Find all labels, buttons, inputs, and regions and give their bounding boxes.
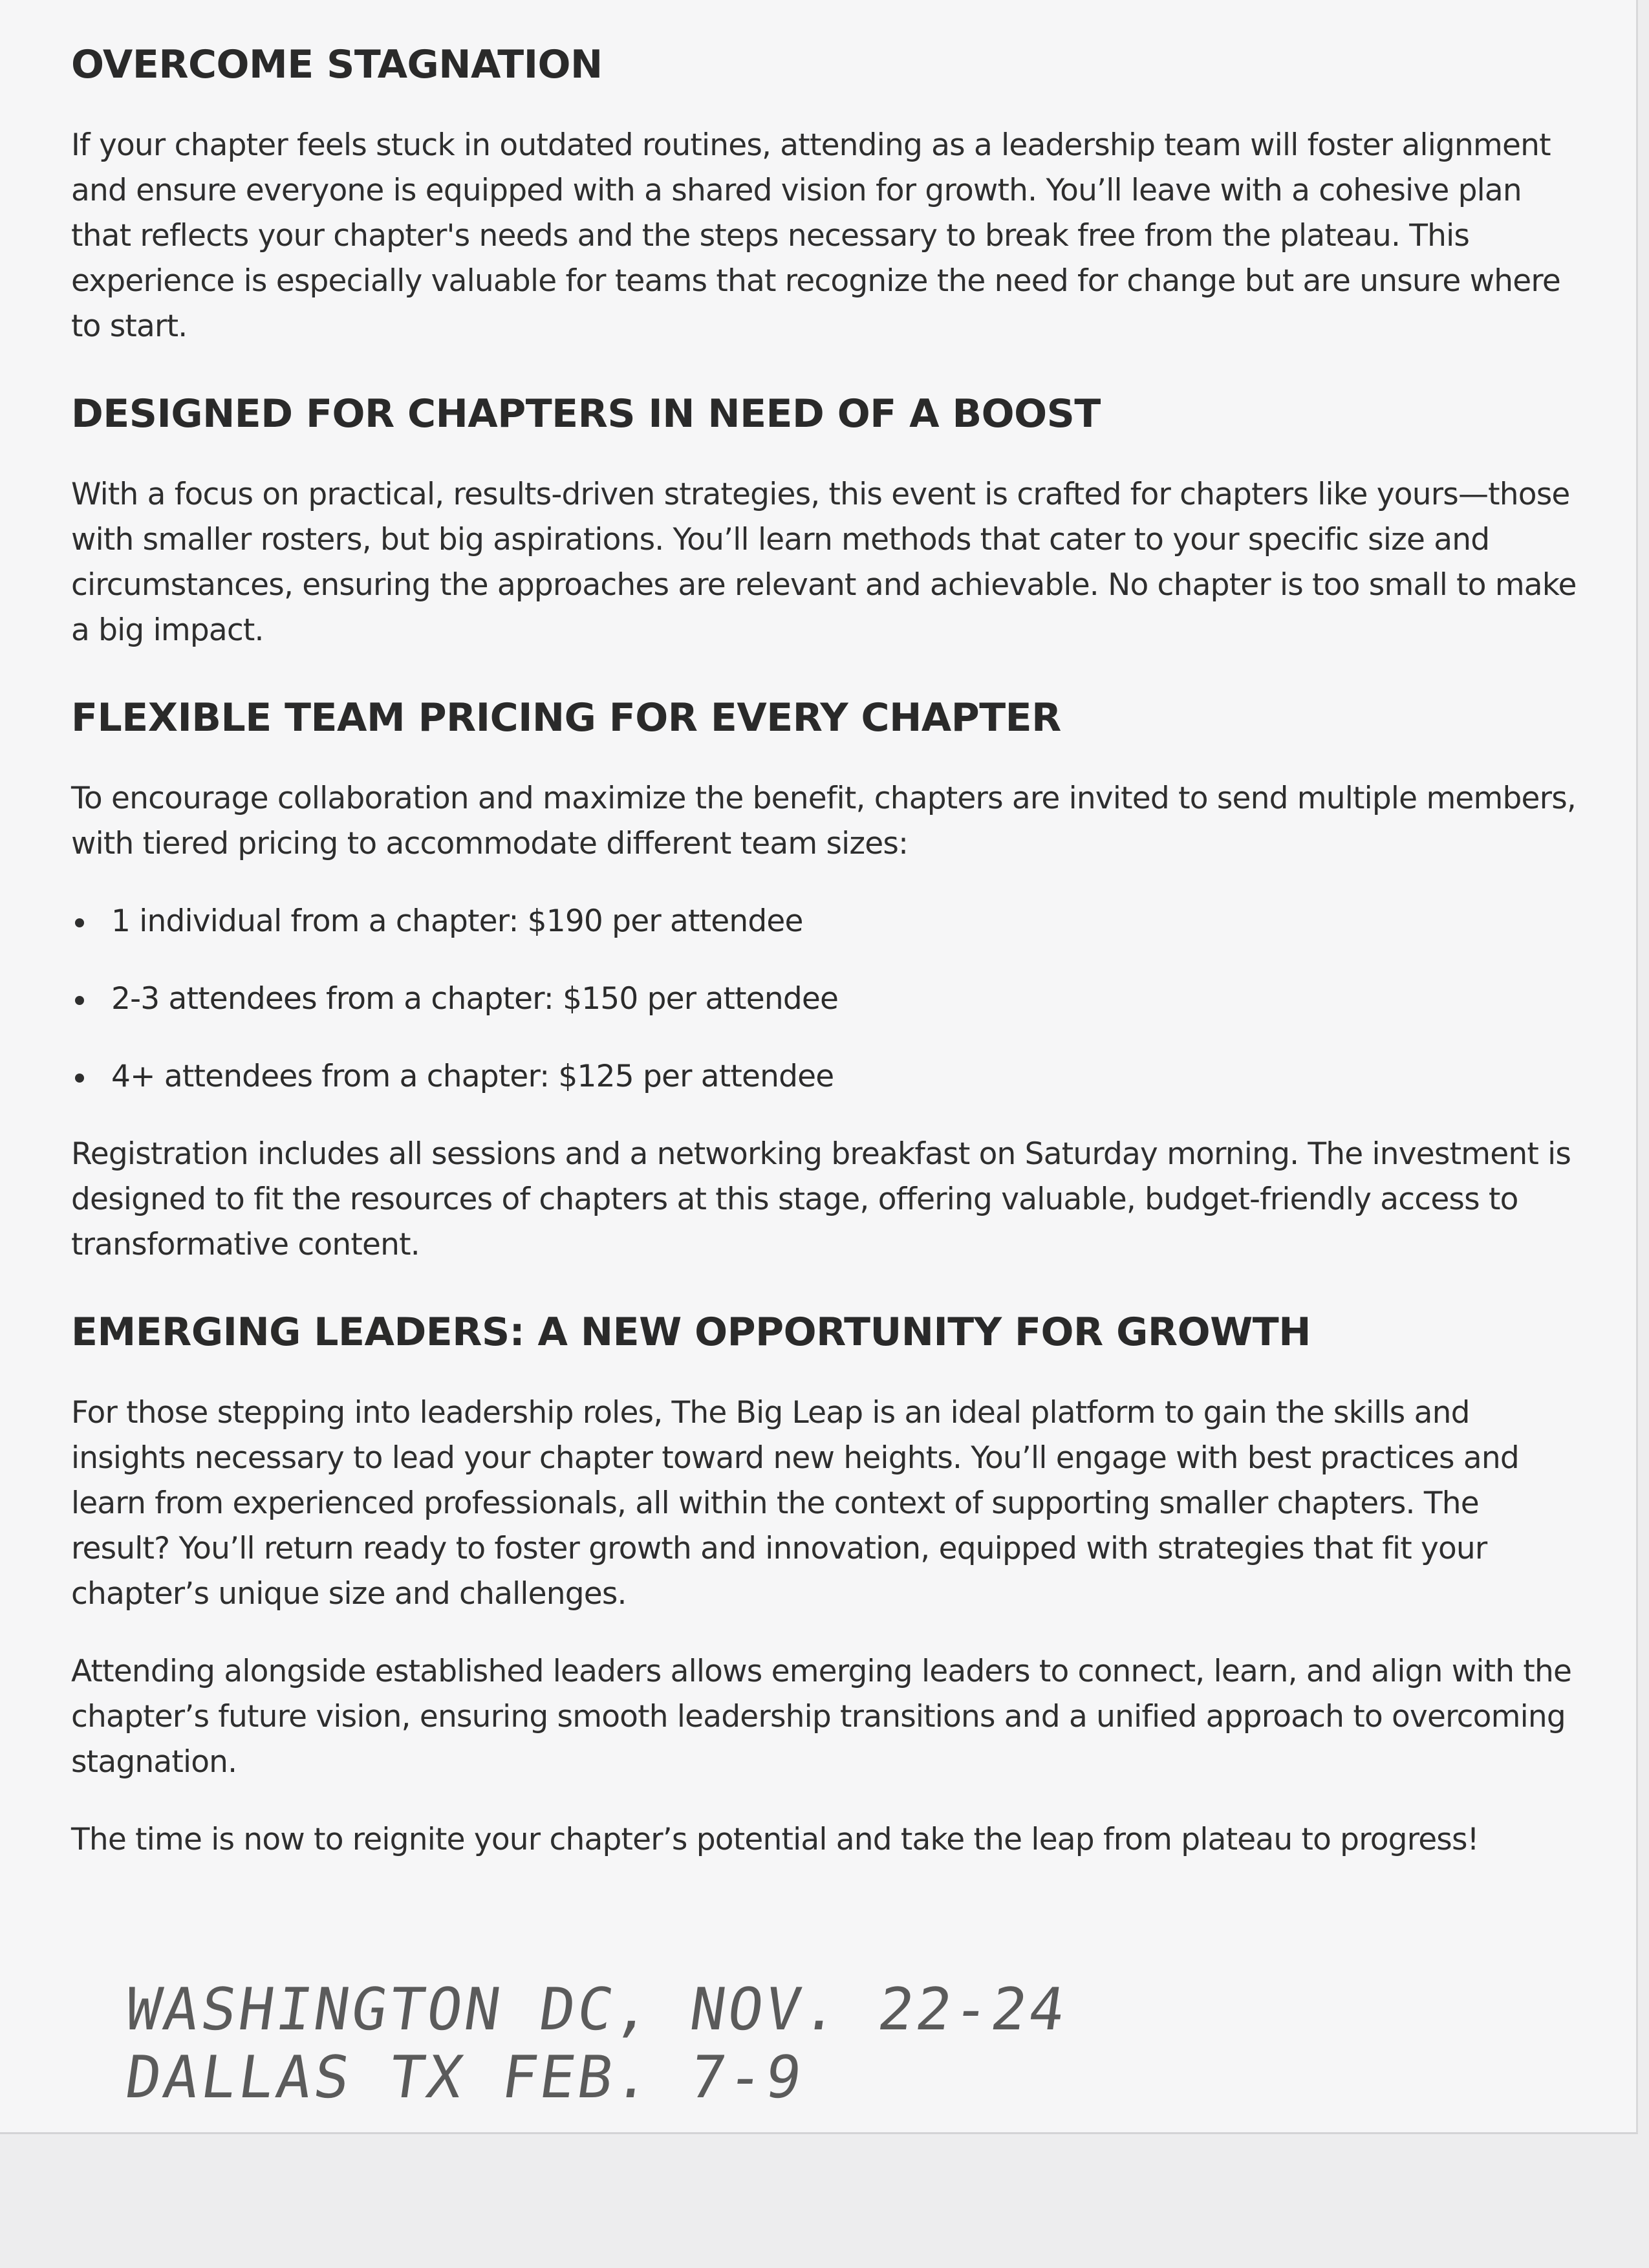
pricing-intro: To encourage collaboration and maximize the benefit, chapters are invited to send multiple members, with tiered pricing to accommodate different team sizes:: [71, 781, 1577, 861]
pricing-item: [71, 899, 1584, 944]
pricing-item-text: 2-3 attendees from a chapter: $150 per attendee: [111, 981, 839, 1017]
section-overcome-stagnation: [71, 39, 1584, 349]
bullet-icon: [75, 918, 84, 927]
section-paragraph: The time is now to reignite your chapter’s potential and take the leap from plateau to progress!: [71, 1822, 1479, 1857]
bullet-icon: [75, 996, 84, 1005]
pricing-list: [71, 899, 1584, 1099]
section-paragraph: If your chapter feels stuck in outdated routines, attending as a leadership team will foster alignment and ensure everyone is equipped with a shared vision for growth. You’ll leave with a cohesive plan that reflects your chapter's needs and the steps necessary to break free from the plateau. This experience is especially valuable for teams that recognize the need for change but are unsure where to start.: [71, 127, 1560, 344]
pricing-outro: Registration includes all sessions and a networking breakfast on Saturday morning. The investment is designed to fit the resources of chapters at this stage, offering valuable, budget-friendly access to transformative content.: [71, 1136, 1571, 1262]
section-heading: FLEXIBLE TEAM PRICING FOR EVERY CHAPTER: [71, 695, 1061, 740]
section-emerging-leaders: [71, 1306, 1584, 1863]
section-heading: EMERGING LEADERS: A NEW OPPORTUNITY FOR GROWTH: [71, 1310, 1311, 1355]
section-heading: OVERCOME STAGNATION: [71, 42, 603, 87]
section-paragraph: With a focus on practical, results-driven strategies, this event is crafted for chapters like yours—those with smaller rosters, but big aspirations. You’ll learn methods that cater to your specific size and circumstances, ensuring the approaches are relevant and achievable. No chapter is too small to make a big impact.: [71, 477, 1577, 648]
section-paragraph: Attending alongside established leaders allows emerging leaders to connect, learn, and align with the chapter’s future vision, ensuring smooth leadership transitions and a unified approach to overcoming stagnation.: [71, 1654, 1572, 1780]
handwritten-line: DALLAS TX FEB. 7-9: [121, 2044, 808, 2111]
section-heading: DESIGNED FOR CHAPTERS IN NEED OF A BOOST: [71, 391, 1101, 437]
bullet-icon: [75, 1074, 84, 1083]
pricing-item: [71, 977, 1584, 1022]
pricing-item-text: 4+ attendees from a chapter: $125 per attendee: [111, 1059, 834, 1094]
section-team-pricing: [71, 692, 1584, 1268]
section-designed-for-chapters: [71, 388, 1584, 653]
pricing-item: [71, 1054, 1584, 1099]
handwritten-note: [121, 1976, 1096, 2141]
section-paragraph: For those stepping into leadership roles, The Big Leap is an ideal platform to gain the skills and insights necessary to lead your chapter toward new heights. You’ll engage with best practices and learn from experienced professionals, all within the context of supporting smaller chapters. The result? You’ll return ready to foster growth and innovation, equipped with strategies that fit your chapter’s unique size and challenges.: [71, 1395, 1519, 1612]
document-content: [71, 39, 1584, 1901]
pricing-item-text: 1 individual from a chapter: $190 per attendee: [111, 903, 803, 939]
handwritten-line: WASHINGTON DC, NOV. 22-24: [121, 1976, 1072, 2044]
